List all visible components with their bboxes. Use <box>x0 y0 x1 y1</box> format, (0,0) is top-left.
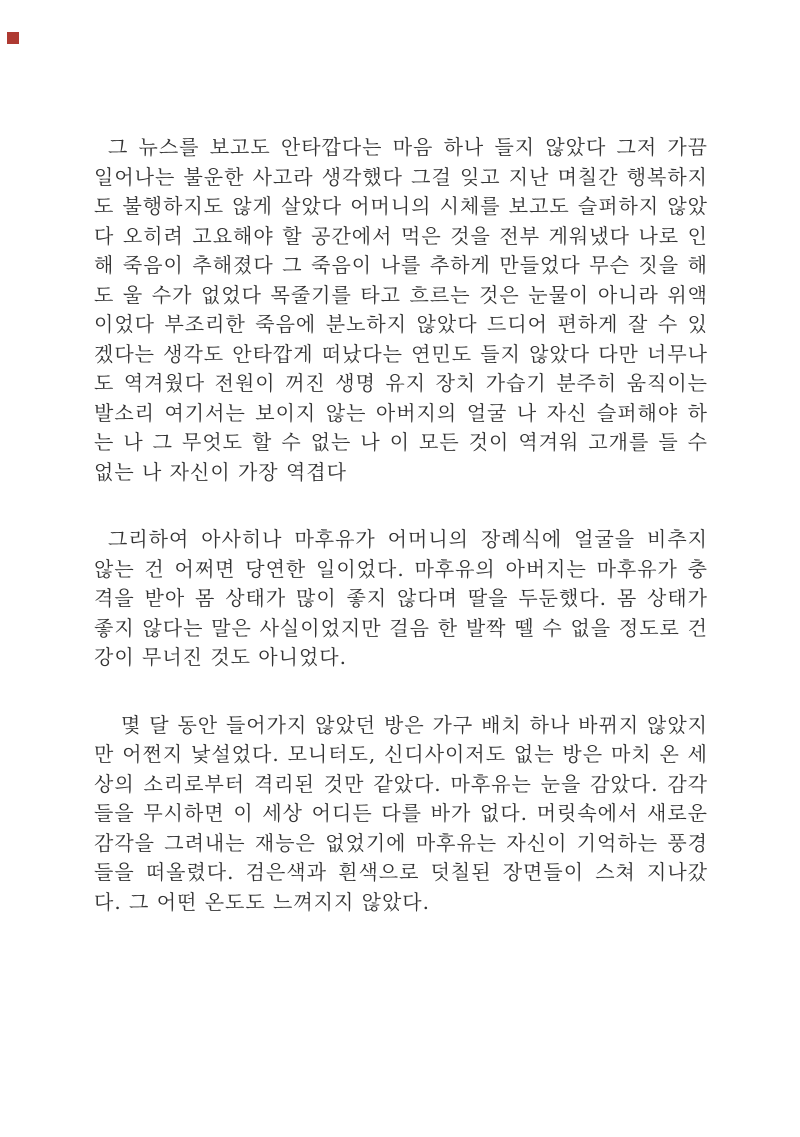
paragraph-1: 그 뉴스를 보고도 안타깝다는 마음 하나 들지 않았다 그저 가끔 일어나는 불운한 사고라 생각했다 그걸 잊고 지난 며칠간 행복하지도 불행하지도 않게 살았다 어머니의 시체를 보고도 슬퍼하지 않았다 오히려 고요해야 할 공간에서 먹은 것을 전부 게워냈다 나로 인해 죽음이 추해졌다 그 죽음이 나를 추하게 만들었다 무슨 짓을 해도 울 수가 없었다 목줄기를 타고 흐르는 것은 눈물이 아니라 위액이었다 부조리한 죽음에 분노하지 않았다 드디어 편하게 잘 수 있겠다는 생각도 안타깝게 떠났다는 연민도 들지 않았다 다만 너무나도 역겨웠다 전원이 꺼진 생명 유지 장치 가습기 분주히 움직이는 발소리 여기서는 보이지 않는 아버지의 얼굴 나 자신 슬퍼해야 하는 나 그 무엇도 할 수 없는 나 이 모든 것이 역겨워 고개를 들 수 없는 나 자신이 가장 역겹다 <box>94 135 708 484</box>
paragraph-3: 몇 달 동안 들어가지 않았던 방은 가구 배치 하나 바뀌지 않았지만 어쩐지 낯설었다. 모니터도, 신디사이저도 없는 방은 마치 온 세상의 소리로부터 격리된 것만 같았다. 마후유는 눈을 감았다. 감각들을 무시하면 이 세상 어디든 다를 바가 없다. 머릿속에서 새로운 감각을 그려내는 재능은 없었기에 마후유는 자신이 기억하는 풍경들을 떠올렸다. 검은색과 흰색으로 덧칠된 장면들이 스쳐 지나갔다. 그 어떤 온도도 느껴지지 않았다. <box>94 712 708 914</box>
red-square-marker-icon <box>7 32 19 44</box>
document-body-text <box>94 133 708 917</box>
paragraph-2: 그리하여 아사히나 마후유가 어머니의 장례식에 얼굴을 비추지 않는 건 어쩌면 당연한 일이었다. 마후유의 아버지는 마후유가 충격을 받아 몸 상태가 많이 좋지 않다며 딸을 두둔했다. 몸 상태가 좋지 않다는 말은 사실이었지만 걸음 한 발짝 뗄 수 없을 정도로 건강이 무너진 것도 아니었다. <box>94 527 708 669</box>
